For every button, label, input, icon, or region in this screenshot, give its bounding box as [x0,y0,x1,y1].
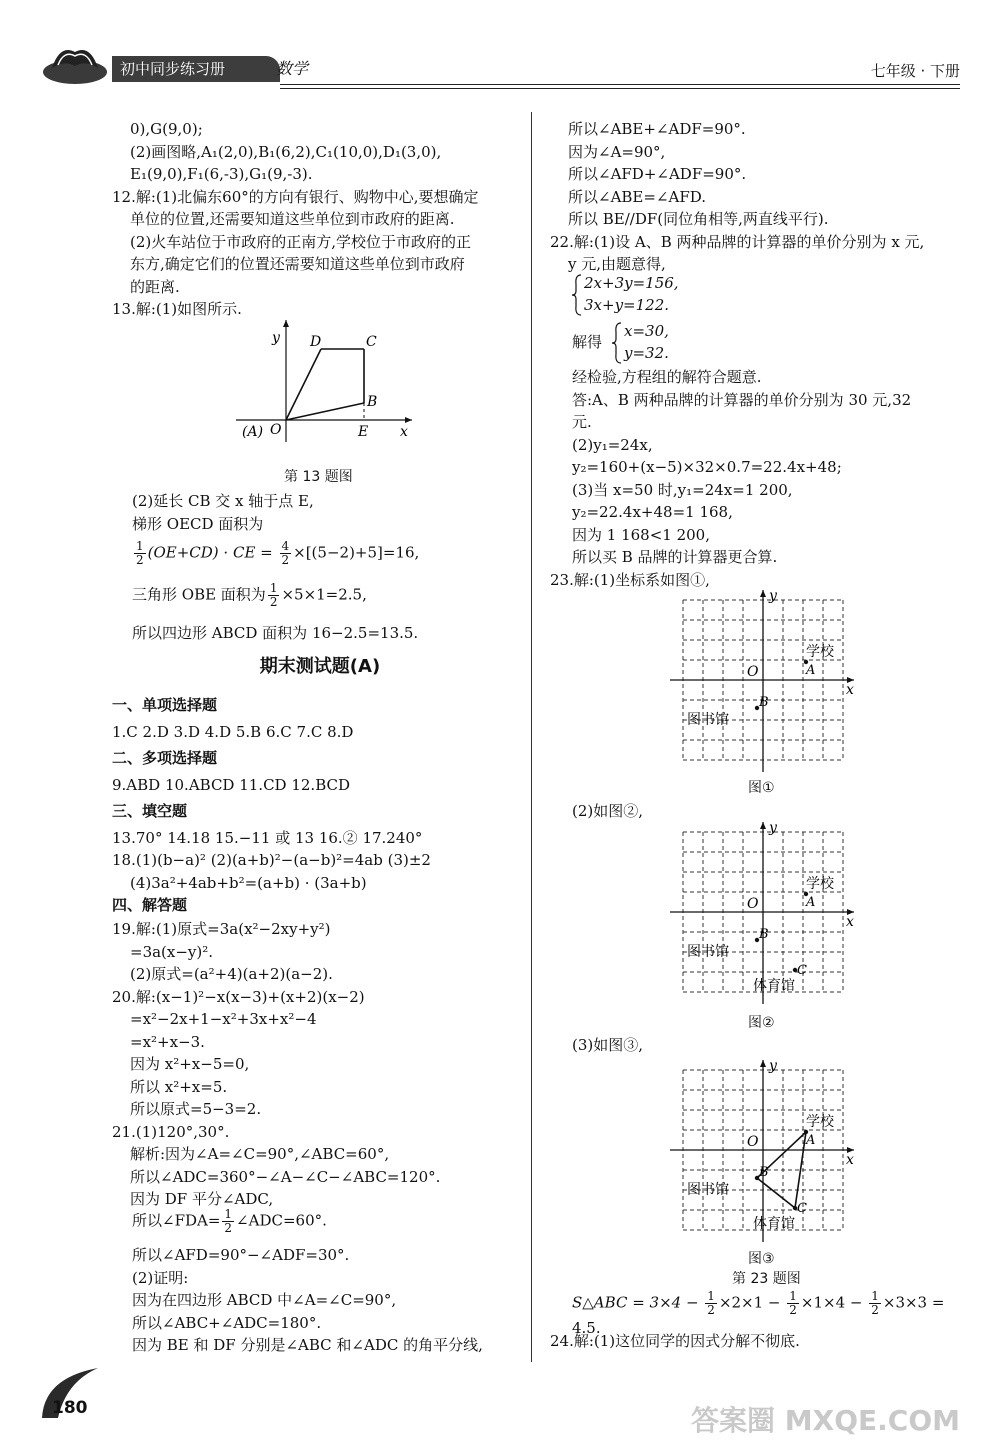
text-line: 19.解:(1)原式=3a(x²−2xy+y²) [112,920,331,938]
fig2-intro: (2)如图②, [572,802,644,820]
text-line: 所以 x²+x=5. [130,1077,228,1096]
text-line: (2)画图略,A₁(2,0),B₁(6,2),C₁(10,0),D₁(3,0), [130,142,442,161]
text-line: 21.(1)120°,30°. [112,1122,230,1141]
fig23-caption: 第 23 题图 [732,1271,801,1287]
fig13-d-label: D [310,334,322,350]
gym-label: 体育馆 [753,978,795,994]
watermark: 答案圈 MXQE.COM [691,1404,960,1437]
text-line: y₂=22.4x+48=1 168, [572,503,733,521]
series-title: 初中同步练习册 [112,56,280,82]
frac-four-halves: $\frac{4}{2}$ [281,539,290,567]
fig13-b-label: B [367,394,378,410]
header-rule [280,84,960,85]
left-mid-text [132,490,522,535]
left-end-text [132,1244,532,1357]
answer-line: 1.C 2.D 3.D 4.D 5.B 6.C 7.C 8.D [112,722,354,741]
fig13-y-label: y [272,330,280,346]
text-line: (2)y₁=24x, [572,435,653,454]
answer-line: 9.ABD 10.ABCD 11.CD 12.BCD [112,775,351,794]
text-line: 20.解:(x−1)²−x(x−3)+(x+2)(x−2) [112,987,365,1006]
gym-label: 体育馆 [753,1216,795,1232]
text-line: (2)证明: [132,1268,189,1287]
quadrilateral-area: 所以四边形 ABCD 面积为 16−2.5=13.5. [132,624,419,642]
point-c-label: C [797,1201,807,1216]
fig2-caption: 图② [748,1015,775,1031]
brace-icon [572,274,582,316]
text-line: 所以∠ABE+∠ADF=90°. [568,120,746,138]
answer-line: 13.70° 14.18 15.−11 或 13 16.② 17.240° [112,828,423,847]
text-line: (2)原式=(a²+4)(a+2)(a−2). [130,965,333,983]
school-label: 学校 [806,644,834,660]
text-line: 梯形 OECD 面积为 [132,514,264,533]
text-line: 22.解:(1)设 A、B 两种品牌的计算器的单价分别为 x 元, [550,232,925,251]
left-top-text [112,118,522,321]
text-line: 23.解:(1)坐标系如图①, [550,570,710,589]
frac-half: $\frac{1}{2}$ [707,1289,715,1317]
subject-label: 数学 [276,59,309,78]
text-line: 13.解:(1)如图所示. [112,300,242,318]
text-line: 因为∠A=90°, [568,142,666,161]
text-line: 因为 BE 和 DF 分别是∠ABC 和∠ADC 的角平分线, [132,1336,483,1354]
text-line: =x²−2x+1−x²+3x+x²−4 [130,1010,317,1028]
book-logo-icon [40,38,110,86]
library-label: 图书馆 [687,944,729,960]
y-axis-label: y [769,820,777,836]
figure-23-2 [668,820,858,1006]
left-bottom-text [112,918,522,1211]
triangle-equation: 三角形 OBE 面积为 $\frac{1}{2}$ ×5×1=2.5, [132,581,367,609]
answer-block [112,694,522,917]
fig13-e-label: E [358,424,369,440]
library-label: 图书馆 [687,1182,729,1198]
text-line: 所以原式=5−3=2. [130,1100,262,1118]
text-line: 所以∠AFD+∠ADF=90°. [568,165,747,183]
right-top-text [550,118,970,276]
school-label: 学校 [806,876,834,892]
x-axis-label: x [846,914,854,930]
text-line: (2)火车站位于市政府的正南方,学校位于市政府的正 [130,232,472,251]
fig13-c-label: C [366,334,377,350]
library-label: 图书馆 [687,712,729,728]
text-line: (3)当 x=50 时,y₁=24x=1 200, [572,480,793,499]
text-line: 因为 1 168<1 200, [572,525,710,544]
figure-23-1 [668,588,858,774]
q24-line: 24.解:(1)这位同学的因式分解不彻底. [550,1332,800,1350]
frac-half: $\frac{1}{2}$ [224,1207,233,1235]
text-line: 因为在四边形 ABCD 中∠A=∠C=90°, [132,1291,397,1309]
point-b-label: B [759,927,769,942]
point-b-label: B [759,695,769,710]
x-axis-label: x [846,1152,854,1168]
area-equation: S△ABC = 3×4 − $\frac{1}{2}$ ×2×1 − $\frac{1}{2}$ ×1×4 − $\frac{1}{2}$ ×3×3 = 4.5. [572,1289,945,1337]
text-line: 0),G(9,0); [130,120,203,138]
fda-equation: 所以∠FDA= $\frac{1}{2}$ ∠ADC=60°. [132,1207,327,1235]
x-axis-label: x [846,682,854,698]
equation-system-1: 2x+3y=156, 3x+y=122. [572,272,872,320]
frac-half: $\frac{1}{2}$ [789,1289,797,1317]
school-label: 学校 [806,1114,834,1130]
text-line: 因为 DF 平分∠ADC, [130,1190,274,1208]
fig3-caption: 图③ [748,1251,775,1267]
section-heading: 四、解答题 [112,896,188,914]
answer-line: 18.(1)(b−a)² (2)(a+b)²−(a−b)²=4ab (3)±2 [112,851,431,869]
origin-label: O [747,896,759,912]
fig13-x-label: x [400,424,408,440]
section-heading: 一、单项选择题 [112,696,218,714]
fig1-caption: 图① [748,780,775,796]
right-mid-text [550,366,972,591]
text-line: 东方,确定它们的位置还需要知道这些单位到市政府 [130,255,465,273]
page-number: 180 [52,1398,88,1418]
frac-half: $\frac{1}{2}$ [136,539,144,567]
origin-label: O [747,1134,759,1150]
text-line: =3a(x−y)². [130,942,214,961]
text-line: =x²+x−3. [130,1032,205,1051]
y-axis-label: y [769,588,777,604]
brace-icon [612,322,622,364]
fig3-intro: (3)如图③, [572,1036,644,1054]
text-line: 元. [572,413,592,431]
text-line: 所以∠AFD=90°−∠ADF=30°. [132,1246,350,1264]
text-line: 所以∠ABC+∠ADC=180°. [132,1313,322,1332]
text-line: 解析:因为∠A=∠C=90°,∠ABC=60°, [130,1145,390,1163]
point-b-label: B [759,1165,769,1180]
text-line: 单位的位置,还需要知道这些单位到市政府的距离. [130,210,455,228]
text-line: 12.解:(1)北偏东60°的方向有银行、购物中心,要想确定 [112,187,479,206]
grade-label: 七年级 · 下册 [870,62,960,80]
text-line: 因为 x²+x−5=0, [130,1055,250,1073]
text-line: 所以买 B 品牌的计算器更合算. [572,548,778,566]
point-a-label: A [806,663,816,678]
trapezoid-equation: $\frac{1}{2}$ (OE+CD) · CE = $\frac{4}{2}$ ×[(5−2)+5]=16, [136,539,420,567]
text-line: E₁(9,0),F₁(6,-3),G₁(9,-3). [130,165,313,183]
page-header [40,38,960,90]
exam-title: 期末测试题(A) [259,656,381,677]
frac-half: $\frac{1}{2}$ [871,1289,879,1317]
fig13-a-label: (A) [242,424,264,440]
figure-23-3 [668,1058,858,1244]
text-line: y 元,由题意得, [568,255,666,273]
equation-system-2: 解得 x=30, y=32. [572,322,669,362]
text-line: (2)延长 CB 交 x 轴于点 E, [132,492,314,510]
point-c-label: C [797,963,807,978]
fig13-o-label: O [270,422,282,438]
figure-13 [228,316,418,446]
text-line: 所以∠ADC=360°−∠A−∠C−∠ABC=120°. [130,1167,441,1186]
text-line: 经检验,方程组的解符合题意. [572,368,762,386]
origin-label: O [747,664,759,680]
text-line: 的距离. [130,277,180,296]
section-heading: 二、多项选择题 [112,749,218,767]
text-line: 所以 BE//DF(同位角相等,两直线平行). [568,210,829,228]
point-a-label: A [806,895,816,910]
text-line: 所以∠ABE=∠AFD. [568,187,707,206]
fig13-caption: 第 13 题图 [284,469,353,485]
section-heading: 三、填空题 [112,802,188,820]
answer-line: (4)3a²+4ab+b²=(a+b) · (3a+b) [130,873,367,892]
frac-half: $\frac{1}{2}$ [269,581,278,609]
column-divider [531,112,532,1362]
header-rule-thin [280,88,960,89]
text-line: 答:A、B 两种品牌的计算器的单价分别为 30 元,32 [572,390,912,409]
y-axis-label: y [769,1058,777,1074]
text-line: y₂=160+(x−5)×32×0.7=22.4x+48; [572,458,842,476]
point-a-label: A [806,1133,816,1148]
